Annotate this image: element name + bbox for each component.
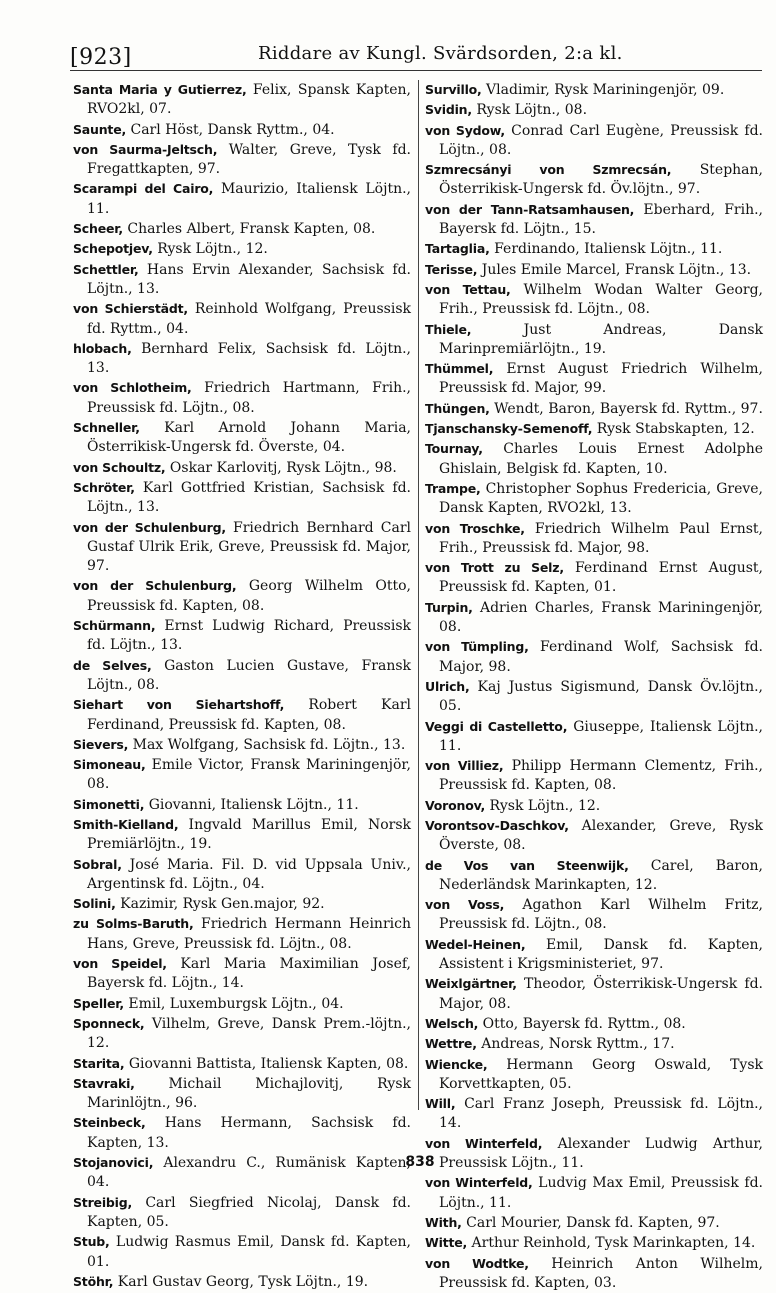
- register-entry: [73, 855, 411, 895]
- entry-surname: Tournay,: [425, 441, 483, 457]
- entry-details: Ferdinand Ernst August, Preussisk fd. Kapten, 01.: [439, 560, 763, 596]
- register-entry: [425, 974, 763, 1014]
- entry-surname: von Schoultz,: [73, 459, 166, 475]
- entry-details: Emile Victor, Fransk Mariningenjör, 08.: [87, 757, 411, 793]
- column-divider: [418, 80, 419, 1110]
- entry-details: Bernhard Felix, Sachsisk fd. Löjtn., 13.: [87, 340, 411, 377]
- entry-details: Alexandru C., Rumänisk Kapten, 04.: [87, 1155, 411, 1191]
- register-entry: [425, 637, 763, 677]
- entry-surname: Schneller,: [73, 420, 140, 436]
- entry-details: Ludwig Rasmus Emil, Dansk fd. Kapten, 01.: [87, 1234, 411, 1270]
- entry-surname: Thümmel,: [425, 361, 494, 377]
- entry-details: Ludvig Max Emil, Preussisk fd. Löjtn., 11.: [439, 1175, 764, 1211]
- entry-surname: Thüngen,: [425, 400, 490, 416]
- right-column: [425, 80, 763, 1293]
- register-entry: [425, 1173, 763, 1213]
- entry-details: Maurizio, Italiensk Löjtn., 11.: [87, 181, 411, 217]
- entry-surname: von Winterfeld,: [425, 1135, 543, 1151]
- entry-details: Vladimir, Rysk Mariningenjör, 09.: [481, 82, 725, 98]
- entry-surname: von Tettau,: [425, 281, 511, 297]
- entry-surname: Witte,: [425, 1235, 468, 1251]
- entry-details: Karl Gustav Georg, Tysk Löjtn., 19.: [113, 1273, 369, 1290]
- entry-details: Carl Mourier, Dansk fd. Kapten, 97.: [461, 1214, 720, 1231]
- register-entry: [425, 280, 763, 320]
- entry-details: Ernst Ludwig Richard, Preussisk fd. Löjtn., 13.: [87, 618, 411, 654]
- register-entry: [73, 458, 411, 478]
- entry-surname: Thiele,: [425, 321, 472, 337]
- entry-details: Theodor, Österrikisk-Ungersk fd. Major, 08.: [439, 976, 763, 1012]
- entry-surname: Sievers,: [73, 736, 129, 752]
- entry-surname: Schepotjev,: [73, 241, 153, 257]
- register-entry: [425, 1055, 763, 1095]
- entry-surname: With,: [425, 1214, 462, 1230]
- entry-surname: von Tümpling,: [425, 639, 529, 655]
- entry-surname: Stavraki,: [73, 1075, 135, 1091]
- register-entry: [73, 518, 411, 577]
- entry-details: Carl Siegfried Nicolaj, Dansk fd. Kapten, 05.: [87, 1194, 411, 1230]
- register-entry: [425, 260, 763, 280]
- running-title: Riddare av Kungl. Svärdsorden, 2:a kl.: [258, 43, 623, 64]
- entry-surname: Speller,: [73, 995, 124, 1011]
- entry-details: Ernst August Friedrich Wilhelm, Preussisk fd. Major, 99.: [439, 361, 763, 397]
- register-entry: [425, 1254, 763, 1293]
- register-entry: [425, 439, 763, 479]
- entry-surname: Veggi di Castelletto,: [425, 718, 568, 734]
- entry-details: Otto, Bayersk fd. Ryttm., 08.: [478, 1015, 686, 1032]
- entry-details: Friedrich Wilhelm Paul Ernst, Frih., Preussisk fd. Major, 98.: [439, 520, 763, 556]
- register-entry: [73, 576, 411, 616]
- entry-surname: Starita,: [73, 1055, 125, 1071]
- register-entry: [425, 856, 763, 896]
- register-entry: [425, 677, 763, 717]
- entry-surname: von Sydow,: [425, 122, 505, 138]
- entry-details: Walter, Greve, Tysk fd. Fregattkapten, 97.: [87, 141, 411, 178]
- entry-surname: Sponneck,: [73, 1015, 145, 1031]
- register-entry: [425, 479, 763, 519]
- entry-details: Giovanni, Italiensk Löjtn., 11.: [144, 796, 359, 813]
- register-entry: [73, 339, 411, 379]
- entry-surname: de Vos van Steenwijk,: [425, 857, 629, 873]
- entry-details: Emil, Dansk fd. Kapten, Assistent i Krigsministeriet, 97.: [439, 936, 763, 973]
- entry-details: Alexander Ludwig Arthur, Preussisk Löjtn., 11.: [439, 1135, 763, 1172]
- entry-details: Friedrich Hermann Heinrich Hans, Greve, Preussisk fd. Löjtn., 08.: [87, 916, 411, 952]
- entry-surname: Scheer,: [73, 221, 123, 237]
- entry-details: Max Wolfgang, Sachsisk fd. Löjtn., 13.: [128, 736, 406, 753]
- entry-surname: Siehart von Siehartshoff,: [73, 697, 285, 713]
- entry-details: Just Andreas, Dansk Marinpremiärlöjtn., 19.: [439, 321, 763, 357]
- entry-surname: Schröter,: [73, 479, 135, 495]
- entry-details: Reinhold Wolfgang, Preussisk fd. Ryttm., 04.: [87, 301, 411, 337]
- entry-surname: de Selves,: [73, 657, 152, 673]
- entry-surname: von Voss,: [425, 897, 505, 913]
- entry-surname: Terisse,: [425, 261, 478, 277]
- entry-surname: Tartaglia,: [425, 241, 490, 257]
- entry-details: Andreas, Norsk Ryttm., 17.: [476, 1036, 675, 1053]
- entry-details: Adrien Charles, Fransk Mariningenjör, 08.: [439, 599, 763, 636]
- register-entry: [73, 695, 411, 735]
- register-entry: [425, 121, 763, 161]
- register-entry: [425, 399, 763, 419]
- register-entry: [425, 558, 763, 598]
- entry-details: Georg Wilhelm Otto, Preussisk fd. Kapten, 08.: [87, 578, 411, 614]
- entry-details: Hermann Georg Oswald, Tysk Korvettkapten, 05.: [439, 1056, 763, 1092]
- entry-surname: von Schlotheim,: [73, 380, 192, 396]
- entry-surname: zu Solms-Baruth,: [73, 916, 194, 932]
- entry-details: Oskar Karlovitj, Rysk Löjtn., 98.: [165, 459, 397, 476]
- entry-surname: Wedel-Heinen,: [425, 936, 526, 952]
- entry-details: Christopher Sophus Fredericia, Greve, Dansk Kapten, RVO2kl, 13.: [439, 480, 763, 517]
- entry-details: Karl Maria Maximilian Josef, Bayersk fd. Löjtn., 14.: [87, 956, 411, 992]
- entry-surname: von der Schulenburg,: [73, 578, 237, 594]
- register-entry: [73, 120, 411, 140]
- register-entry: [425, 935, 763, 975]
- entry-surname: Survillo,: [425, 82, 482, 97]
- entry-details: Charles Louis Ernest Adolphe Ghislain, Belgisk fd. Kapten, 10.: [439, 441, 763, 477]
- entry-details: Vilhelm, Greve, Dansk Prem.-löjtn., 12.: [87, 1015, 411, 1052]
- register-entry: [73, 1113, 411, 1153]
- register-entry: [73, 1232, 411, 1272]
- register-entry: [425, 1213, 763, 1233]
- entry-details: Rysk Löjtn., 08.: [471, 102, 588, 119]
- register-entry: [425, 100, 763, 120]
- register-entry: [73, 656, 411, 696]
- entry-surname: Steinbeck,: [73, 1115, 146, 1131]
- entry-surname: von Trott zu Selz,: [425, 560, 564, 576]
- register-entry: [73, 914, 411, 954]
- register-entry: [425, 756, 763, 796]
- entry-surname: Santa Maria y Gutierrez,: [73, 82, 247, 97]
- footer-page-number: 838: [405, 1154, 435, 1170]
- entry-surname: Smith-Kielland,: [73, 816, 179, 832]
- entry-details: Ingvald Marillus Emil, Norsk Premiärlöjtn., 19.: [87, 816, 411, 853]
- left-column: [73, 80, 411, 1292]
- entry-details: Arthur Reinhold, Tysk Marinkapten, 14.: [467, 1235, 756, 1252]
- register-entry: [73, 894, 411, 914]
- register-entry: [73, 80, 411, 120]
- entry-details: Rysk Löjtn., 12.: [152, 241, 268, 258]
- entry-details: Eberhard, Frih., Bayersk fd. Löjtn., 15.: [439, 201, 763, 238]
- entry-surname: von Troschke,: [425, 520, 525, 536]
- entry-details: Philipp Hermann Clementz, Frih., Preussisk fd. Kapten, 08.: [439, 758, 763, 794]
- register-entry: [425, 717, 763, 757]
- entry-surname: Trampe,: [425, 480, 481, 496]
- entry-details: Charles Albert, Fransk Kapten, 08.: [122, 221, 376, 238]
- register-entry: [425, 80, 763, 100]
- register-entry: [425, 200, 763, 240]
- entry-details: Giovanni Battista, Italiensk Kapten, 08.: [124, 1055, 409, 1072]
- entry-surname: von Wodtke,: [425, 1255, 529, 1271]
- entry-surname: Voronov,: [425, 797, 486, 813]
- entry-surname: Will,: [425, 1096, 456, 1112]
- register-entry: [73, 219, 411, 239]
- register-entry: [425, 519, 763, 559]
- entry-surname: Sobral,: [73, 856, 122, 872]
- entry-details: Karl Arnold Johann Maria, Österrikisk-Ungersk fd. Överste, 04.: [87, 420, 411, 456]
- entry-details: Felix, Spansk Kapten, RVO2kl, 07.: [87, 82, 411, 118]
- entry-surname: Schettler,: [73, 261, 139, 277]
- register-entry: [73, 378, 411, 418]
- register-entry: [73, 179, 411, 219]
- entry-details: Friedrich Hartmann, Frih., Preussisk fd. Löjtn., 08.: [87, 380, 411, 416]
- register-entry: [425, 1034, 763, 1054]
- entry-surname: Tjanschansky-Semenoff,: [425, 421, 593, 437]
- register-entry: [73, 755, 411, 795]
- entry-surname: von Speidel,: [73, 956, 167, 972]
- entry-details: Emil, Luxemburgsk Löjtn., 04.: [123, 995, 344, 1012]
- entry-details: Kazimir, Rysk Gen.major, 92.: [115, 896, 325, 913]
- entry-details: Conrad Carl Eugène, Preussisk fd. Löjtn., 08.: [439, 122, 764, 158]
- entry-surname: Vorontsov-Daschkov,: [425, 817, 569, 833]
- entry-details: Karl Gottfried Kristian, Sachsisk fd. Löjtn., 13.: [87, 479, 411, 516]
- document-page: [70, 36, 770, 1291]
- entry-surname: Stojanovici,: [73, 1155, 154, 1171]
- entry-surname: von Villiez,: [425, 758, 504, 774]
- entry-details: Agathon Karl Wilhelm Fritz, Preussisk fd. Löjtn., 08.: [439, 897, 763, 933]
- entry-surname: Welsch,: [425, 1015, 479, 1031]
- entry-details: Robert Karl Ferdinand, Preussisk fd. Kapten, 08.: [87, 697, 411, 733]
- entry-surname: Stub,: [73, 1234, 110, 1250]
- page-header: [70, 36, 762, 71]
- register-entry: [425, 239, 763, 259]
- entry-details: Gaston Lucien Gustave, Fransk Löjtn., 08.: [87, 657, 411, 693]
- register-entry: [425, 598, 763, 638]
- register-entry: [73, 616, 411, 656]
- entry-surname: von der Tann-Ratsamhausen,: [425, 201, 635, 217]
- register-entry: [73, 815, 411, 855]
- entry-details: José Maria. Fil. D. vid Uppsala Univ., Argentinsk fd. Löjtn., 04.: [87, 856, 411, 892]
- entry-details: Giuseppe, Italiensk Löjtn., 11.: [439, 718, 763, 754]
- register-entry: [425, 895, 763, 935]
- register-entry: [73, 1272, 411, 1292]
- register-entry: [73, 1074, 411, 1114]
- entry-surname: Ulrich,: [425, 678, 470, 694]
- entry-surname: Streibig,: [73, 1194, 133, 1210]
- entry-surname: Scarampi del Cairo,: [73, 181, 214, 197]
- entry-surname: Solini,: [73, 896, 116, 912]
- entry-surname: hlobach,: [73, 340, 132, 356]
- bracket-page-number: [923]: [70, 45, 132, 70]
- entry-surname: Stöhr,: [73, 1273, 114, 1289]
- register-entry: [73, 260, 411, 300]
- register-entry: [73, 735, 411, 755]
- entry-details: Hans Hermann, Sachsisk fd. Kapten, 13.: [87, 1115, 411, 1151]
- register-entry: [73, 478, 411, 518]
- register-entry: [73, 239, 411, 259]
- register-entry: [425, 160, 763, 200]
- register-entry: [73, 994, 411, 1014]
- entry-details: Jules Emile Marcel, Fransk Löjtn., 13.: [477, 261, 752, 278]
- entry-details: Ferdinando, Italiensk Löjtn., 11.: [489, 241, 723, 258]
- entry-surname: Svidin,: [425, 102, 472, 118]
- entry-surname: Schürmann,: [73, 618, 156, 634]
- register-entry: [73, 140, 411, 180]
- entry-surname: Szmrecsányi von Szmrecsán,: [425, 162, 672, 178]
- register-entry: [425, 1014, 763, 1034]
- entry-surname: von Winterfeld,: [425, 1175, 533, 1191]
- register-entry: [425, 816, 763, 856]
- register-entry: [73, 795, 411, 815]
- entry-surname: von Schierstädt,: [73, 301, 188, 317]
- entry-details: Carel, Baron, Nederländsk Marinkapten, 12.: [439, 857, 764, 893]
- register-entry: [425, 796, 763, 816]
- entry-surname: Wiencke,: [425, 1056, 488, 1072]
- entry-surname: Simonetti,: [73, 796, 145, 812]
- entry-details: Rysk Löjtn., 12.: [485, 797, 601, 814]
- entry-details: Friedrich Bernhard Carl Gustaf Ulrik Erik, Greve, Preussisk fd. Major, 97.: [87, 519, 411, 575]
- register-entry: [425, 1233, 763, 1253]
- register-entry: [73, 1014, 411, 1054]
- entry-surname: von der Schulenburg,: [73, 519, 226, 535]
- entry-details: Michail Michajlovitj, Rysk Marinlöjtn., 96.: [87, 1075, 411, 1112]
- entry-surname: von Saurma-Jeltsch,: [73, 141, 218, 157]
- entry-details: Carl Franz Joseph, Preussisk fd. Löjtn., 14.: [439, 1096, 763, 1132]
- register-entry: [425, 1094, 763, 1134]
- entry-details: Wendt, Baron, Bayersk fd. Ryttm., 97.: [489, 400, 763, 417]
- register-entry: [73, 954, 411, 994]
- entry-surname: Saunte,: [73, 121, 127, 137]
- register-entry: [73, 1193, 411, 1233]
- register-entry: [73, 299, 411, 339]
- entry-details: Heinrich Anton Wilhelm, Preussisk fd. Kapten, 03.: [439, 1255, 763, 1291]
- entry-surname: Weixlgärtner,: [425, 976, 517, 992]
- entry-details: Wilhelm Wodan Walter Georg, Frih., Preussisk fd. Löjtn., 08.: [439, 281, 764, 318]
- entry-details: Carl Höst, Dansk Ryttm., 04.: [126, 121, 335, 138]
- entry-surname: Turpin,: [425, 599, 473, 615]
- entry-details: Kaj Justus Sigismund, Dansk Öv.löjtn., 05.: [439, 678, 763, 715]
- register-entry: [425, 359, 763, 399]
- register-entry: [425, 320, 763, 360]
- register-entry: [73, 1054, 411, 1074]
- entry-surname: Simoneau,: [73, 757, 146, 773]
- entry-details: Alexander, Greve, Rysk Överste, 08.: [439, 817, 763, 854]
- entry-details: Ferdinand Wolf, Sachsisk fd. Major, 98.: [439, 639, 763, 675]
- entry-details: Hans Ervin Alexander, Sachsisk fd. Löjtn., 13.: [87, 261, 411, 297]
- entry-details: Stephan, Österrikisk-Ungersk fd. Öv.löjtn., 97.: [439, 162, 763, 198]
- register-entry: [425, 419, 763, 439]
- entry-surname: Wettre,: [425, 1036, 477, 1052]
- register-entry: [73, 418, 411, 458]
- entry-details: Rysk Stabskapten, 12.: [592, 421, 755, 438]
